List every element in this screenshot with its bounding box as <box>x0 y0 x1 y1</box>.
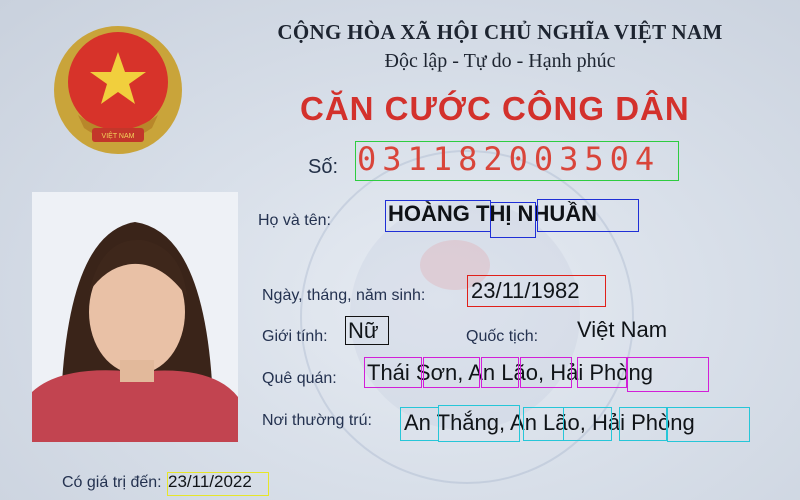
number-label: Số: <box>308 156 339 178</box>
sex-value: Nữ <box>348 318 379 343</box>
nationality-label: Quốc tịch: <box>466 328 539 345</box>
nationality-value: Việt Nam <box>577 317 668 342</box>
full-name: HOÀNG THỊ NHUẦN <box>388 201 597 226</box>
watermark-circle-inner <box>350 200 580 430</box>
portrait-icon <box>32 192 238 442</box>
name-label: Họ và tên: <box>258 212 331 229</box>
expiry-value: 23/11/2022 <box>168 472 252 491</box>
dob-value: 23/11/1982 <box>471 278 580 303</box>
residence-value: An Thắng, An Lão, Hải Phòng <box>404 410 695 435</box>
expiry-label: Có giá trị đến: <box>62 474 162 491</box>
sex-label: Giới tính: <box>262 328 328 345</box>
dob-label: Ngày, tháng, năm sinh: <box>262 287 426 304</box>
portrait-photo <box>32 192 238 442</box>
hometown-label: Quê quán: <box>262 370 337 387</box>
emblem-text: VIỆT NAM <box>101 133 135 140</box>
id-number: 031182003504 <box>357 140 661 178</box>
card-title: CĂN CƯỚC CÔNG DÂN <box>300 90 690 127</box>
residence-label: Nơi thường trú: <box>262 412 372 429</box>
hometown-value: Thái Sơn, An Lão, Hải Phòng <box>367 360 653 385</box>
country-line: CỘNG HÒA XÃ HỘI CHỦ NGHĨA VIỆT NAM <box>277 20 723 44</box>
motto: Độc lập - Tự do - Hạnh phúc <box>384 50 616 72</box>
national-emblem-icon <box>48 20 188 160</box>
